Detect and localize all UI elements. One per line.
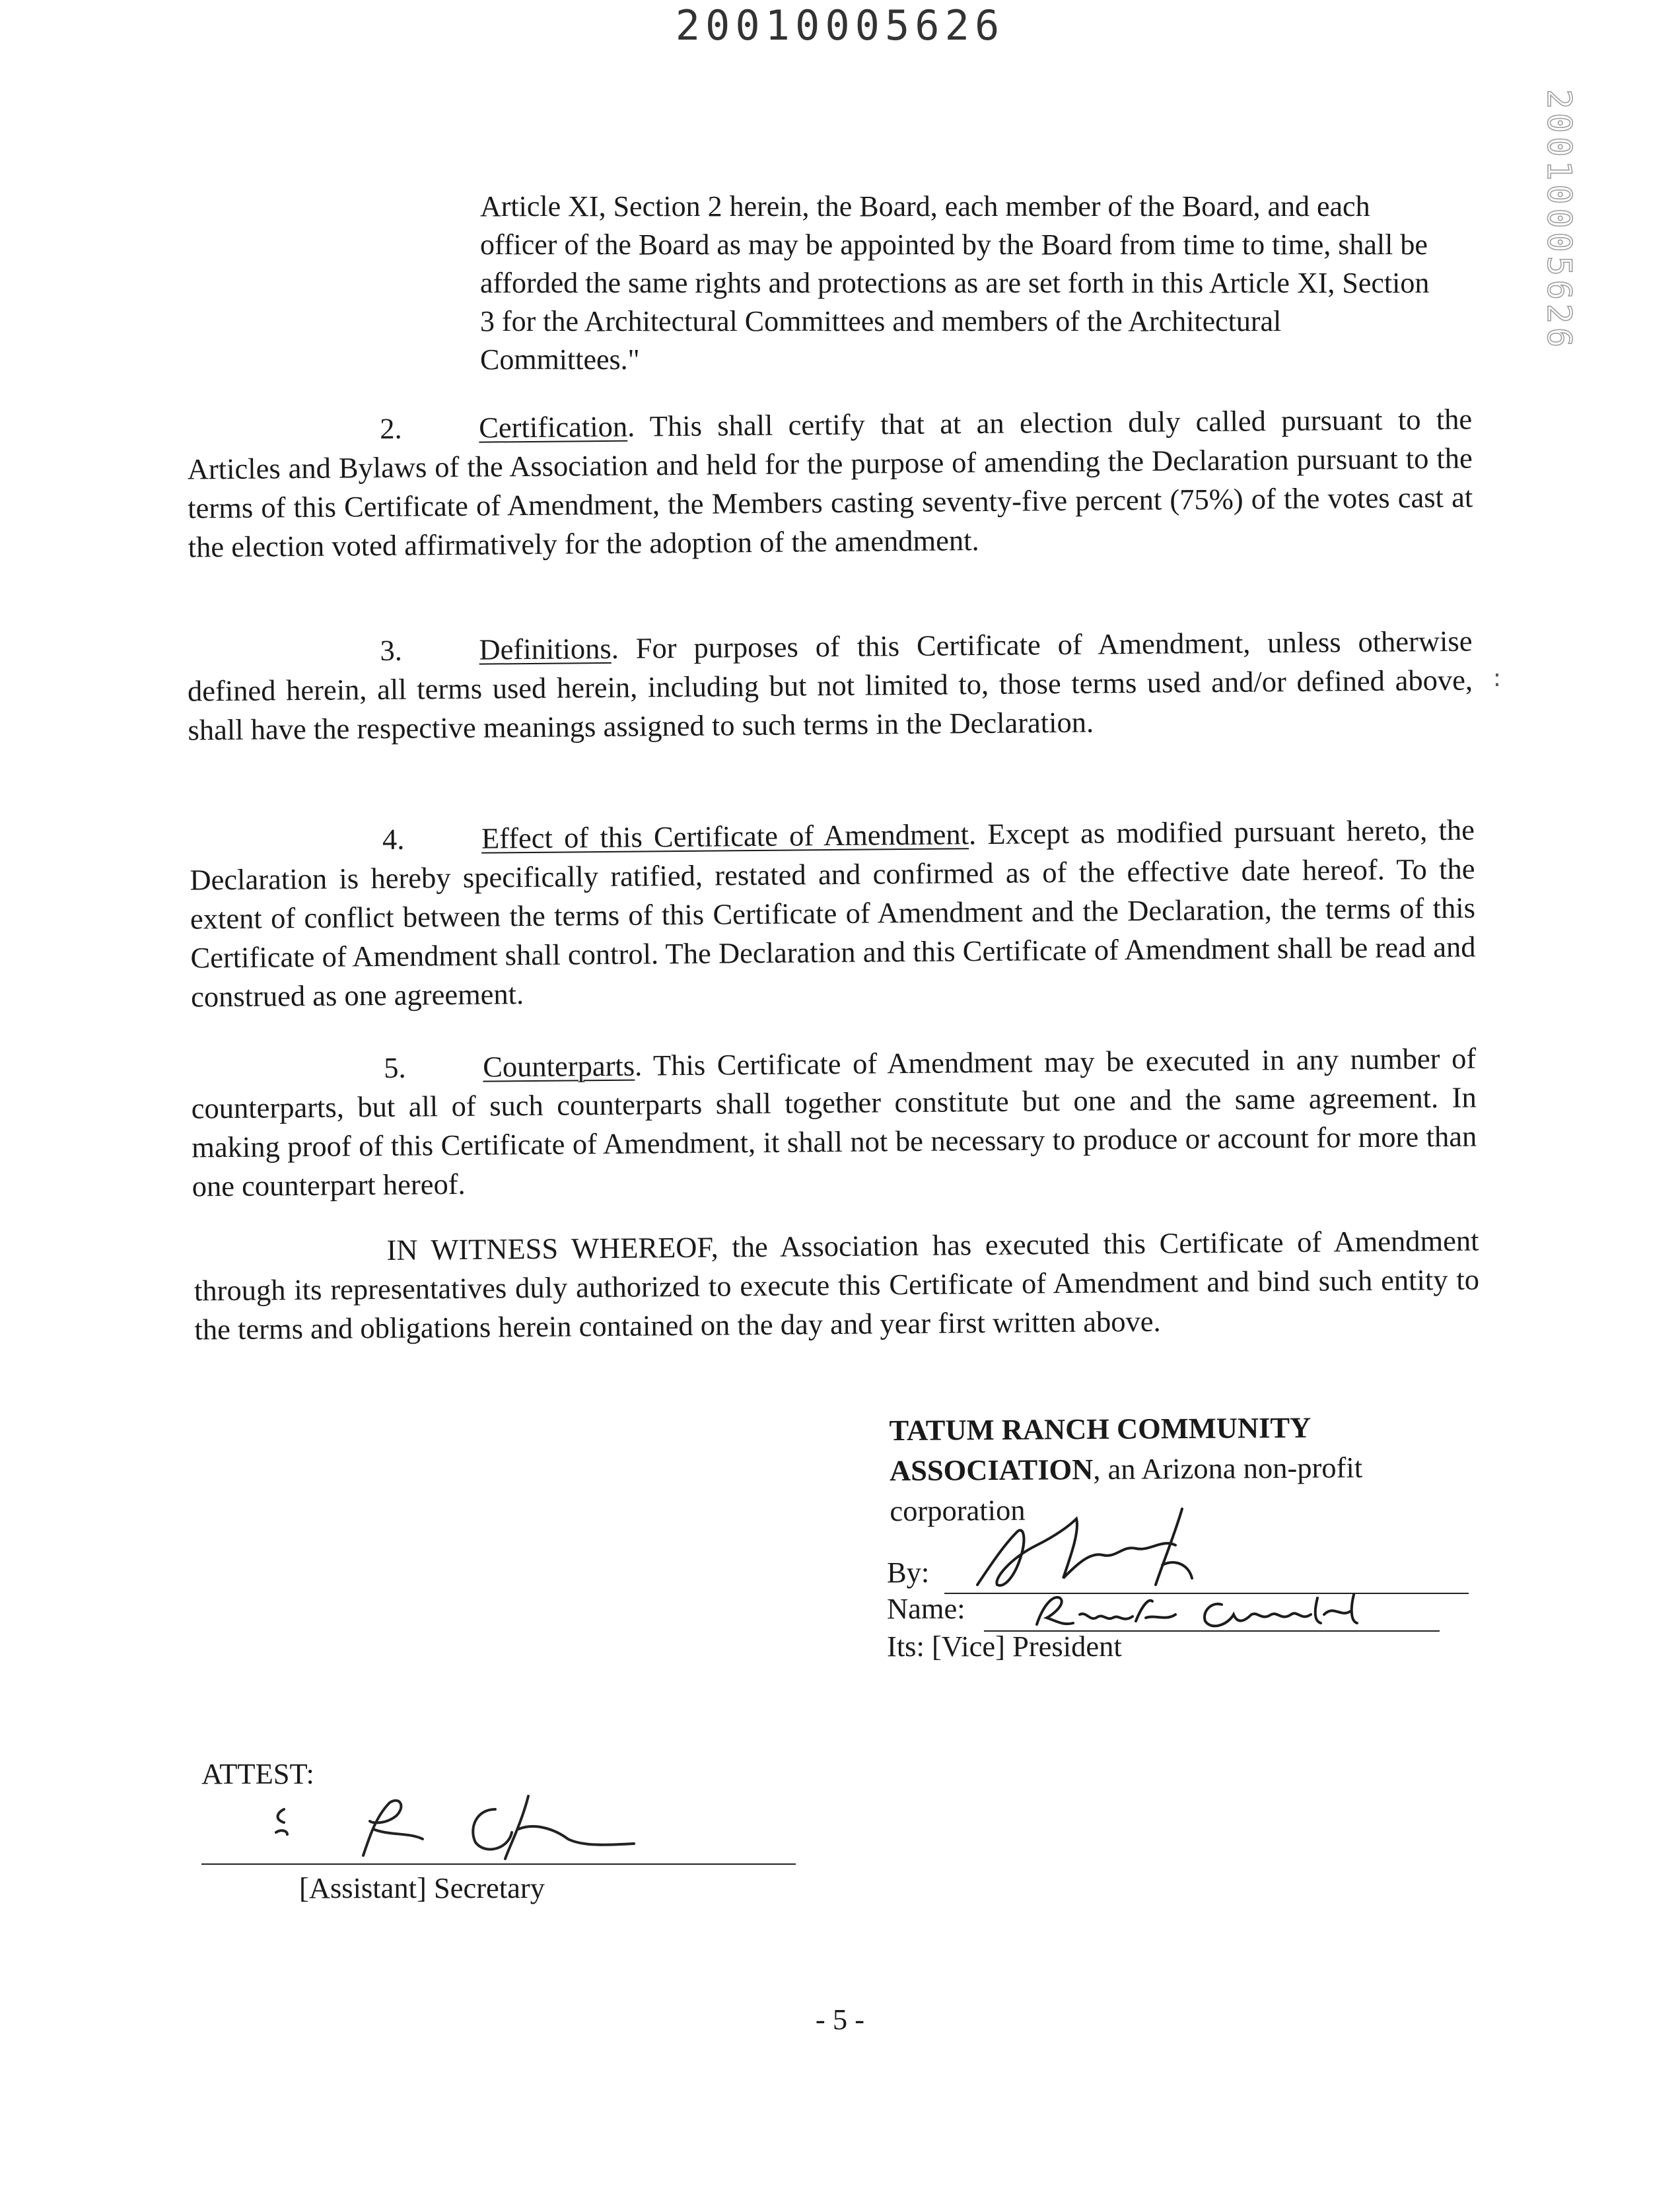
association-name-line1: TATUM RANCH COMMUNITY	[889, 1410, 1312, 1447]
section-heading: Effect of this Certificate of Amendment	[481, 817, 969, 855]
by-label: By:	[887, 1556, 930, 1589]
section-number: 4.	[382, 822, 405, 856]
quote-text: Article XI, Section 2 herein, the Board, each member of the Board, and each officer of the Board as may be appointed by the Board from time to time, shall be afforded the same rights and protections as are set forth in this Article XI, Section 3 for the Architectural Committees and members of the Architectural Committees."	[480, 190, 1430, 376]
witness-text: IN WITNESS WHEREOF, the Association has executed this Certificate of Amendment through its representatives duly authorized to execute this Certificate of Amendment and bind such entity to the terms and obligations herein contained on the day and year first written above.	[193, 1224, 1480, 1346]
association-corporation: corporation	[890, 1493, 1026, 1528]
section-body: . Except as modified pursuant hereto, the Declaration is hereby specifically ratified, restated and confirmed as of the effective date hereof. To the extent of conflict between the terms of this Certificate of Amendment and the Declaration, the terms of this Certificate of Amendment shall control. The Declaration and this Certificate of Amendment shall be read and construed as one agreement.	[190, 813, 1476, 1014]
section-heading: Counterparts	[483, 1049, 635, 1084]
secretary-signature	[258, 1783, 654, 1869]
association-descriptor: , an Arizona non-profit	[1093, 1451, 1363, 1486]
section-certification	[187, 400, 1473, 567]
attest-label: ATTEST:	[201, 1757, 314, 1790]
section-heading: Certification	[479, 409, 628, 444]
section-body: . For purposes of this Certificate of Amendment, unless otherwise defined herein, all terms used herein, including but not limited to, those terms used and/or defined above, shall have the respective meanings assigned to such terms in the Declaration.	[187, 624, 1473, 747]
section-counterparts	[191, 1039, 1477, 1206]
section-heading: Definitions	[479, 631, 612, 666]
section-number: 3.	[380, 633, 403, 667]
secretary-title: [Assistant] Secretary	[299, 1871, 545, 1904]
its-label: Its: [Vice] President	[887, 1630, 1122, 1663]
association-name-bold: ASSOCIATION	[889, 1452, 1094, 1488]
section-body: . This Certificate of Amendment may be executed in any number of counterparts, but all of such counterparts shall together constitute but one and the same agreement. In making proof of this Certificate of Amendment, it shall not be necessary to produce or account for more than one counterpart hereof.	[191, 1041, 1477, 1203]
section-effect	[190, 811, 1477, 1017]
margin-mark: ∶	[1494, 667, 1500, 695]
section-body: . This shall certify that at an election duly called pursuant to the Articles and Bylaws of the Association and held for the purpose of amending the Declaration pursuant to the terms of this Certificate of Amendment, the Members casting seventy-five percent (75%) of the votes cast at the election voted affirmatively for the adoption of the amendment.	[187, 402, 1473, 564]
witness-clause	[193, 1222, 1479, 1350]
section-definitions	[187, 622, 1473, 750]
name-label: Name:	[887, 1592, 965, 1625]
attest-signature-line	[201, 1863, 796, 1865]
page-number: - 5 -	[815, 2003, 865, 2036]
side-stamp: 20010005626	[1540, 89, 1578, 352]
section-number: 2.	[380, 411, 402, 445]
document-number: 20010005626	[675, 1, 1005, 50]
printed-name-handwriting	[1024, 1585, 1393, 1638]
quote-continuation	[480, 188, 1444, 379]
section-number: 5.	[384, 1051, 406, 1084]
